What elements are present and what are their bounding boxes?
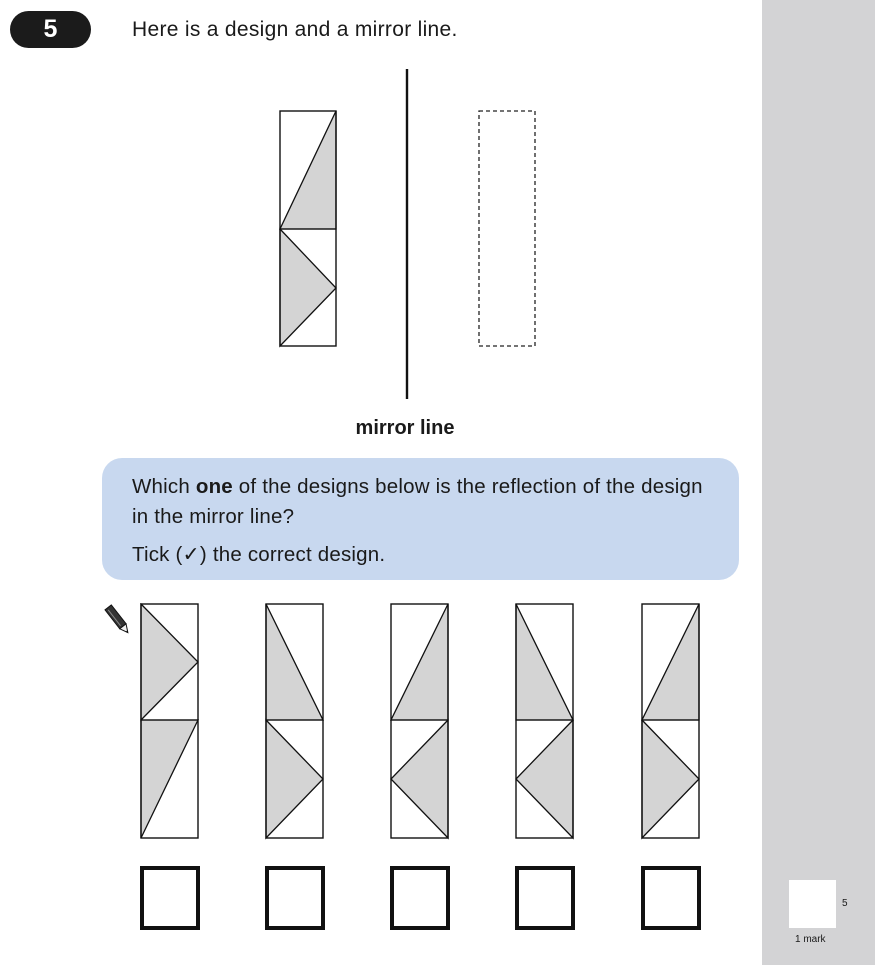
design-option-a: [140, 603, 200, 840]
prompt-question: Which one of the designs below is the reflection of the design in the mirror line?: [132, 475, 703, 528]
reflection-placeholder: [479, 111, 535, 346]
mirror-line-label: mirror line: [355, 417, 455, 439]
prompt-instruction: Tick (✓) the correct design.: [132, 543, 386, 566]
tick-box-option-d[interactable]: [515, 866, 575, 930]
design-option-d: [515, 603, 575, 840]
design-figure: [270, 66, 550, 406]
mark-label: 1 mark: [795, 934, 826, 945]
marking-sidebar: [762, 0, 875, 965]
mark-question-number: 5: [842, 898, 848, 909]
tick-box-option-c[interactable]: [390, 866, 450, 930]
design-top-shaded: [280, 111, 336, 229]
design-option-b: [265, 603, 325, 840]
prompt-box: [102, 458, 739, 580]
question-intro: Here is a design and a mirror line.: [132, 18, 458, 41]
design-option-e: [641, 603, 701, 840]
mark-box[interactable]: [789, 880, 836, 928]
tick-box-option-b[interactable]: [265, 866, 325, 930]
question-number-badge: 5: [10, 11, 91, 48]
tick-box-option-a[interactable]: [140, 866, 200, 930]
pencil-icon: [103, 602, 133, 638]
original-design: [280, 111, 336, 346]
design-option-c: [390, 603, 450, 840]
design-bottom-shaded: [280, 229, 336, 346]
tick-box-option-e[interactable]: [641, 866, 701, 930]
